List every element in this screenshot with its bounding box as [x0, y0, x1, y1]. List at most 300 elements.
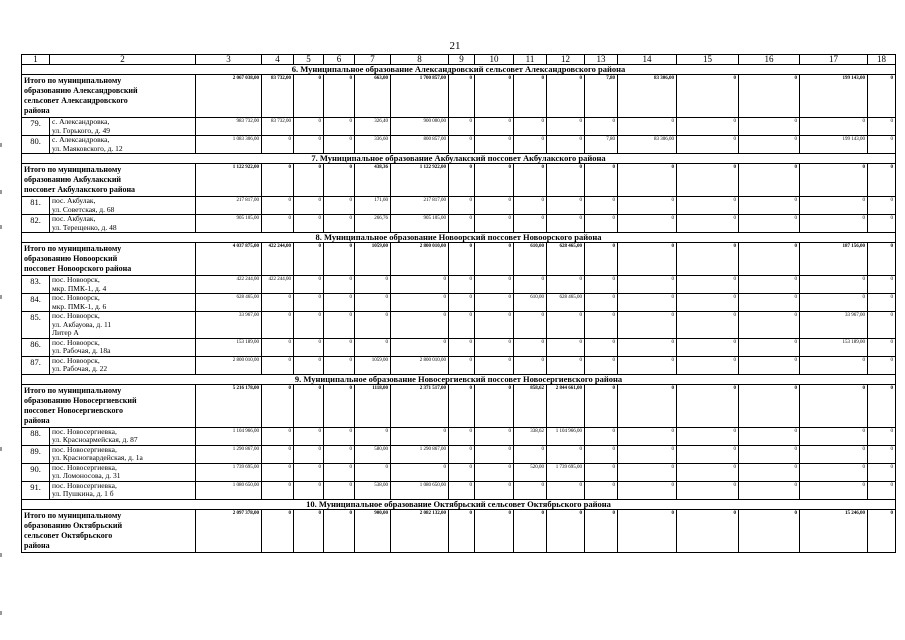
text-line: района	[24, 415, 50, 425]
row-value: 0	[355, 338, 391, 356]
total-value: 0	[677, 243, 739, 276]
text-line: пос. Новоорск,	[52, 293, 100, 302]
row-value: 0	[677, 445, 739, 463]
total-row	[22, 243, 896, 276]
total-value: 0	[475, 384, 514, 427]
row-value: 0	[677, 215, 739, 233]
text-line: ул. Акбауова, д. 11	[52, 319, 112, 329]
text-line: с. Александровка,	[52, 117, 110, 126]
total-value: 0	[324, 509, 355, 552]
row-value: 0	[514, 136, 547, 154]
row-number: 87.	[22, 356, 50, 374]
total-row	[22, 164, 896, 197]
column-header: 18	[868, 55, 896, 65]
row-value: 0	[514, 276, 547, 294]
row-value: 0	[800, 445, 868, 463]
row-value: 0	[618, 463, 677, 481]
column-header: 4	[262, 55, 294, 65]
row-value: 217 817,00	[196, 197, 262, 215]
row-value: 0	[262, 427, 294, 445]
text-line: поссовет Новоорского района	[24, 264, 132, 273]
row-value: 0	[449, 356, 475, 374]
row-value: 0	[868, 118, 896, 136]
margin-mark	[0, 611, 2, 615]
text-line: ул. Рабочая, д. 18а	[52, 346, 111, 355]
text-line: пос. Новоорск,	[52, 275, 100, 284]
row-value: 0	[739, 356, 800, 374]
text-line: пос. Новосергиевка,	[52, 463, 117, 472]
row-value: 0	[585, 276, 618, 294]
margin-mark	[0, 190, 2, 194]
total-value: 2 844 661,00	[547, 384, 585, 427]
row-value: 0	[739, 445, 800, 463]
row-value: 0	[800, 463, 868, 481]
row-value: 7,80	[585, 136, 618, 154]
total-value: 438,36	[355, 164, 391, 197]
row-value: 0	[355, 276, 391, 294]
row-number: 85.	[22, 312, 50, 339]
total-value: 0	[800, 384, 868, 427]
row-value: 0	[391, 427, 449, 445]
total-value: 0	[449, 164, 475, 197]
row-value: 0	[677, 427, 739, 445]
total-value: 0	[868, 384, 896, 427]
row-value: 0	[547, 338, 585, 356]
row-value: 1 290 867,00	[391, 445, 449, 463]
row-value: 0	[677, 338, 739, 356]
text-line: пос. Новосергиевка,	[52, 481, 117, 490]
total-value: 0	[677, 164, 739, 197]
margin-mark	[0, 225, 2, 229]
row-value: 905 105,00	[391, 215, 449, 233]
row-value: 0	[324, 197, 355, 215]
row-value: 0	[547, 312, 585, 339]
total-value: 4 037 875,00	[196, 243, 262, 276]
total-value: 187 156,00	[800, 243, 868, 276]
row-value: 0	[449, 427, 475, 445]
table-row	[22, 427, 896, 445]
row-value: 0	[585, 197, 618, 215]
total-value: 0	[618, 164, 677, 197]
page-number: 21	[449, 40, 461, 52]
margin-mark	[0, 447, 2, 451]
row-value: 0	[324, 276, 355, 294]
row-value: 0	[547, 197, 585, 215]
row-value: 905 105,00	[196, 215, 262, 233]
section-title: 7. Муниципальное образование Акбулакский поссовет Акбулакского района	[22, 154, 896, 164]
row-number: 81.	[22, 197, 50, 215]
row-value: 0	[324, 312, 355, 339]
row-value: 0	[739, 312, 800, 339]
row-value: 0	[324, 445, 355, 463]
column-header: 15	[677, 55, 739, 65]
row-value: 0	[800, 294, 868, 312]
text-line: пос. Акбулак,	[52, 196, 96, 205]
text-line: поссовет Акбулакского района	[24, 185, 136, 194]
row-value: 0	[739, 136, 800, 154]
row-value: 0	[547, 445, 585, 463]
row-value: 538,00	[355, 481, 391, 499]
row-value: 800 857,00	[391, 136, 449, 154]
row-value: 0	[868, 481, 896, 499]
row-value: 0	[585, 463, 618, 481]
total-value: 0	[324, 164, 355, 197]
row-value: 0	[585, 356, 618, 374]
row-value: 0	[739, 427, 800, 445]
total-label	[22, 384, 196, 427]
row-number: 84.	[22, 294, 50, 312]
row-value: 0	[449, 481, 475, 499]
row-value: 199 143,00	[800, 136, 868, 154]
row-value: 0	[449, 338, 475, 356]
total-value: 0	[585, 243, 618, 276]
text-line: Итого по муниципальному	[24, 165, 122, 174]
text-line: ул. Пушкина, д. 1 б	[52, 489, 114, 498]
row-value: 0	[449, 215, 475, 233]
text-line: ул. Красногвардейская, д. 1а	[52, 453, 143, 462]
text-line: образованию Акбулакский	[24, 175, 122, 184]
total-value: 858,62	[514, 384, 547, 427]
total-value: 5 216 178,00	[196, 384, 262, 427]
row-value: 0	[391, 294, 449, 312]
row-value: 0	[677, 312, 739, 339]
row-value: 0	[739, 338, 800, 356]
row-number: 91.	[22, 481, 50, 499]
total-value: 0	[800, 164, 868, 197]
total-value: 0	[618, 243, 677, 276]
table-row	[22, 312, 896, 339]
row-value: 0	[294, 312, 324, 339]
row-value: 0	[739, 481, 800, 499]
row-value: 0	[677, 294, 739, 312]
row-value: 0	[618, 481, 677, 499]
table-row	[22, 445, 896, 463]
row-value: 0	[547, 481, 585, 499]
row-address	[50, 118, 196, 136]
row-value: 0	[547, 118, 585, 136]
row-value: 0	[324, 215, 355, 233]
row-value: 2 800 010,00	[196, 356, 262, 374]
row-value: 0	[547, 136, 585, 154]
row-address	[50, 197, 196, 215]
total-label	[22, 243, 196, 276]
total-row	[22, 75, 896, 118]
row-value: 0	[677, 118, 739, 136]
row-value: 0	[677, 463, 739, 481]
total-value: 0	[739, 164, 800, 197]
row-value: 0	[475, 338, 514, 356]
total-value: 0	[739, 509, 800, 552]
row-value: 0	[294, 294, 324, 312]
row-value: 0	[262, 356, 294, 374]
section-title-row	[22, 499, 896, 509]
total-row	[22, 384, 896, 427]
section-title: 10. Муниципальное образование Октябрьский сельсовет Октябрьского района	[22, 499, 896, 509]
row-value: 983 732,00	[196, 118, 262, 136]
table-row	[22, 338, 896, 356]
row-address	[50, 427, 196, 445]
row-value: 0	[618, 356, 677, 374]
row-value: 0	[294, 276, 324, 294]
row-value: 0	[514, 312, 547, 339]
row-value: 0	[868, 427, 896, 445]
row-value: 900 000,00	[391, 118, 449, 136]
table-row	[22, 356, 896, 374]
row-value: 0	[324, 118, 355, 136]
row-value: 520,00	[514, 463, 547, 481]
text-line: образованию Новосергиевский	[24, 395, 137, 405]
row-value: 0	[262, 445, 294, 463]
row-value: 0	[324, 463, 355, 481]
row-value: 0	[449, 276, 475, 294]
row-value: 0	[355, 294, 391, 312]
row-value: 2 800 010,00	[391, 356, 449, 374]
total-value: 0	[547, 509, 585, 552]
row-value: 0	[355, 427, 391, 445]
table-row	[22, 215, 896, 233]
row-value: 0	[475, 445, 514, 463]
row-value: 0	[585, 294, 618, 312]
total-value: 0	[324, 75, 355, 118]
text-line: ул. Терещенко, д. 48	[52, 222, 117, 232]
total-value: 0	[294, 243, 324, 276]
total-value: 2 082 132,00	[391, 509, 449, 552]
total-value: 900,00	[355, 509, 391, 552]
total-value: 0	[547, 164, 585, 197]
row-value: 0	[800, 427, 868, 445]
total-value: 0	[449, 384, 475, 427]
total-value: 1059,00	[355, 243, 391, 276]
row-value: 153 189,00	[196, 338, 262, 356]
row-address	[50, 136, 196, 154]
total-value: 0	[449, 75, 475, 118]
column-header: 2	[50, 55, 196, 65]
total-value: 1 700 857,00	[391, 75, 449, 118]
total-value: 0	[449, 243, 475, 276]
row-value: 0	[449, 445, 475, 463]
section-title: 8. Муниципальное образование Новоорский поссовет Новоорского района	[22, 233, 896, 243]
row-value: 0	[262, 294, 294, 312]
text-line: ул. Ломоносова, д. 31	[52, 471, 121, 480]
column-header: 10	[475, 55, 514, 65]
row-value: 0	[514, 338, 547, 356]
row-address	[50, 463, 196, 481]
row-value: 0	[739, 294, 800, 312]
table-row	[22, 197, 896, 215]
row-value: 0	[585, 427, 618, 445]
text-line: поссовет Новосергиевского	[24, 405, 123, 415]
row-value: 0	[585, 312, 618, 339]
column-header: 12	[547, 55, 585, 65]
total-value: 0	[677, 509, 739, 552]
row-value: 0	[449, 197, 475, 215]
row-value: 0	[324, 136, 355, 154]
row-value: 0	[294, 463, 324, 481]
total-value: 7,80	[585, 75, 618, 118]
text-line: пос. Новоорск,	[52, 338, 100, 347]
row-value: 0	[262, 481, 294, 499]
total-value: 0	[514, 509, 547, 552]
text-line: района	[24, 540, 50, 550]
row-value: 0	[677, 481, 739, 499]
table-row	[22, 294, 896, 312]
total-value: 610,00	[514, 243, 547, 276]
table-row	[22, 118, 896, 136]
row-value: 422 244,00	[196, 276, 262, 294]
text-line: с. Александровка,	[52, 135, 110, 144]
total-value: 0	[868, 164, 896, 197]
row-value: 0	[739, 276, 800, 294]
total-value: 0	[475, 164, 514, 197]
row-value: 0	[475, 427, 514, 445]
row-value: 0	[294, 338, 324, 356]
total-value: 0	[618, 384, 677, 427]
row-value: 0	[618, 118, 677, 136]
row-value: 0	[262, 136, 294, 154]
column-header: 14	[618, 55, 677, 65]
row-value: 217 817,00	[391, 197, 449, 215]
section-title-row	[22, 233, 896, 243]
total-value: 0	[739, 384, 800, 427]
row-value: 0	[475, 276, 514, 294]
row-value: 0	[677, 276, 739, 294]
row-value: 0	[739, 118, 800, 136]
row-value: 0	[868, 312, 896, 339]
row-value: 0	[324, 356, 355, 374]
text-line: ул. Горького, д. 49	[52, 125, 110, 135]
row-value: 83 306,00	[618, 136, 677, 154]
column-header: 1	[22, 55, 50, 65]
row-value: 326,40	[355, 118, 391, 136]
total-value: 0	[294, 509, 324, 552]
row-value: 0	[514, 197, 547, 215]
row-value: 0	[868, 463, 896, 481]
row-value: 0	[800, 481, 868, 499]
total-value: 0	[324, 243, 355, 276]
total-value: 2 800 010,00	[391, 243, 449, 276]
row-value: 0	[618, 294, 677, 312]
row-value: 0	[585, 445, 618, 463]
row-value: 0	[475, 294, 514, 312]
row-value: 0	[739, 215, 800, 233]
text-line: мкр. ПМК-1, д. 4	[52, 283, 107, 293]
text-line: Итого по муниципальному	[24, 385, 122, 395]
row-value: 0	[475, 215, 514, 233]
row-value: 0	[547, 215, 585, 233]
text-line: мкр. ПМК-1, д. 6	[52, 301, 107, 311]
total-value: 83 732,00	[262, 75, 294, 118]
text-line: образованию Александровский	[24, 86, 138, 95]
total-value: 0	[585, 384, 618, 427]
total-value: 2 371 517,00	[391, 384, 449, 427]
text-line: образованию Новоорский	[24, 254, 118, 263]
row-value: 0	[514, 215, 547, 233]
section-title-row	[22, 374, 896, 384]
column-header: 11	[514, 55, 547, 65]
row-value: 0	[677, 197, 739, 215]
row-value: 0	[449, 463, 475, 481]
text-line: ул. Советская, д. 68	[52, 204, 115, 214]
total-value: 0	[475, 243, 514, 276]
text-line: Итого по муниципальному	[24, 76, 122, 85]
row-value: 0	[618, 338, 677, 356]
row-value: 0	[585, 118, 618, 136]
row-value: 0	[618, 312, 677, 339]
row-value: 0	[475, 463, 514, 481]
row-value: 0	[294, 427, 324, 445]
row-value: 1 739 695,00	[196, 463, 262, 481]
table-row	[22, 463, 896, 481]
text-line: пос. Акбулак,	[52, 214, 96, 223]
total-value: 0	[514, 164, 547, 197]
row-value: 0	[514, 445, 547, 463]
total-value: 1118,00	[355, 384, 391, 427]
margin-mark	[0, 295, 2, 299]
row-value: 1 080 650,00	[391, 481, 449, 499]
row-value: 1 104 966,00	[547, 427, 585, 445]
total-value: 422 244,00	[262, 243, 294, 276]
row-value: 1 739 695,00	[547, 463, 585, 481]
row-value: 83 732,00	[262, 118, 294, 136]
text-line: пос. Новоорск,	[52, 311, 100, 320]
total-value: 0	[585, 509, 618, 552]
column-header: 5	[294, 55, 324, 65]
row-value: 580,00	[355, 445, 391, 463]
row-address	[50, 312, 196, 339]
total-value: 663,00	[355, 75, 391, 118]
row-value: 0	[324, 481, 355, 499]
row-value: 153 189,00	[800, 338, 868, 356]
row-value: 0	[475, 356, 514, 374]
row-value: 0	[677, 356, 739, 374]
total-value: 15 246,00	[800, 509, 868, 552]
row-value: 0	[294, 481, 324, 499]
row-value: 0	[475, 197, 514, 215]
total-label	[22, 75, 196, 118]
row-value: 0	[294, 356, 324, 374]
row-address	[50, 356, 196, 374]
row-value: 0	[618, 197, 677, 215]
text-line: Итого по муниципальному	[24, 510, 122, 520]
column-header: 7	[355, 55, 391, 65]
text-line: сельсовет Октябрьского	[24, 530, 113, 540]
data-table	[21, 54, 896, 553]
row-value: 0	[294, 197, 324, 215]
row-value: 0	[262, 338, 294, 356]
total-value: 0	[514, 75, 547, 118]
total-value: 0	[868, 75, 896, 118]
row-value: 33 967,00	[196, 312, 262, 339]
row-address	[50, 276, 196, 294]
row-value: 0	[800, 215, 868, 233]
column-header: 17	[800, 55, 868, 65]
table-row	[22, 136, 896, 154]
row-value: 0	[355, 312, 391, 339]
row-value: 0	[514, 481, 547, 499]
table-row	[22, 481, 896, 499]
row-number: 83.	[22, 276, 50, 294]
total-value: 0	[677, 384, 739, 427]
text-line: образованию Октябрьский	[24, 520, 123, 530]
total-value: 628 465,00	[547, 243, 585, 276]
row-value: 0	[449, 312, 475, 339]
column-header: 8	[391, 55, 449, 65]
total-value: 0	[294, 384, 324, 427]
row-value: 0	[618, 215, 677, 233]
row-value: 0	[800, 356, 868, 374]
row-value: 0	[868, 294, 896, 312]
row-value: 0	[514, 356, 547, 374]
